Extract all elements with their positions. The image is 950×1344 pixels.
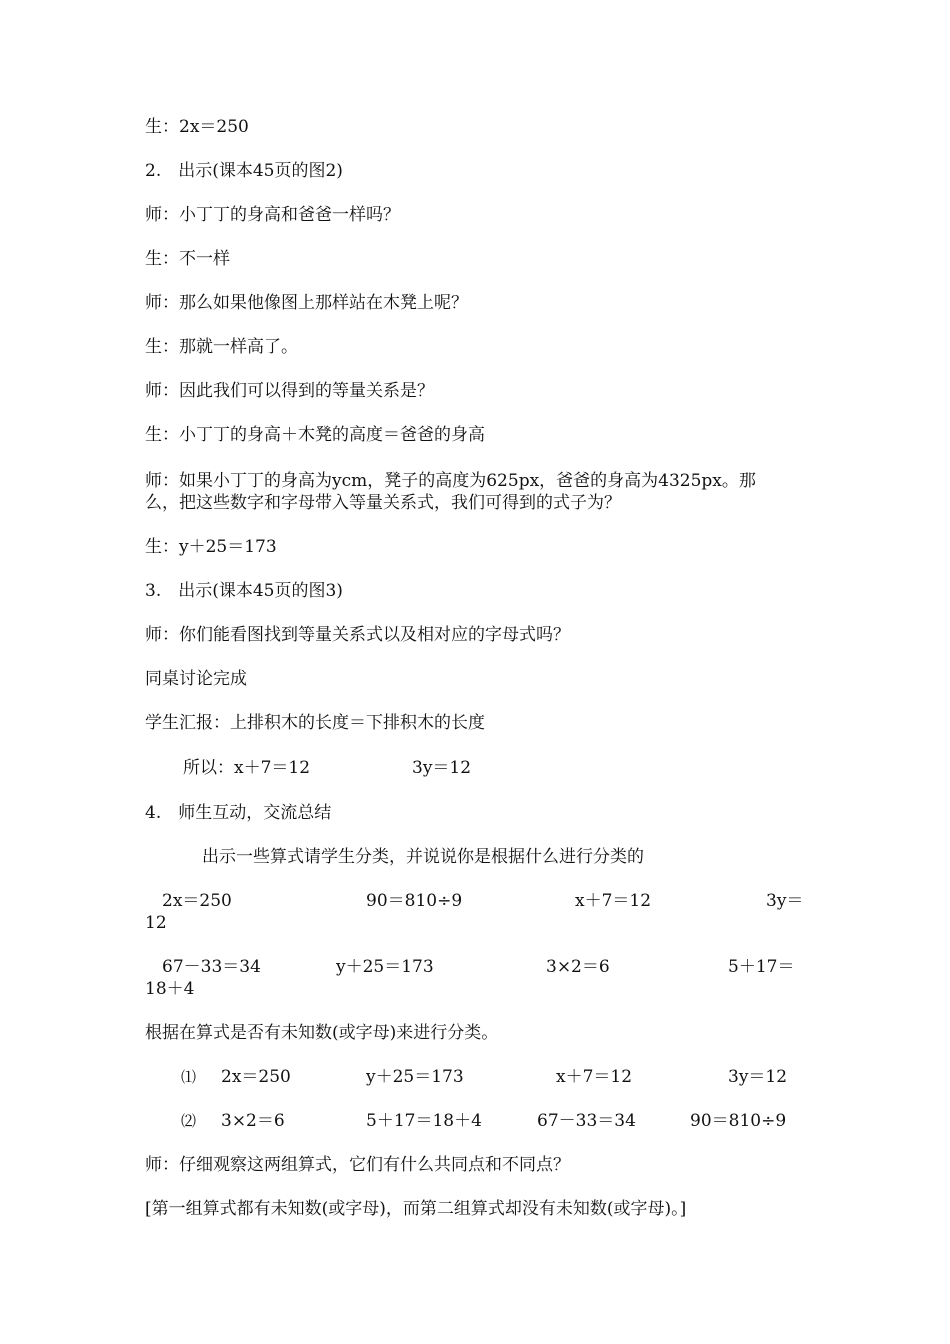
group-2-label: ⑵ — [181, 1112, 197, 1130]
group-1-expression: 2x＝250 — [221, 1067, 291, 1087]
expression: 5＋17＝ — [728, 957, 795, 977]
expression: 67－33＝34 — [162, 957, 261, 977]
group-2-expression: 67－33＝34 — [537, 1111, 636, 1131]
student-report: 学生汇报：上排积木的长度＝下排积木的长度 — [145, 713, 485, 733]
student-answer-not-same: 生：不一样 — [145, 249, 230, 269]
teacher-question-relation: 师：因此我们可以得到的等量关系是？ — [145, 381, 434, 401]
student-answer-same-height: 生：那就一样高了。 — [145, 337, 298, 357]
teacher-question-substitute: 师：如果小丁丁的身高为ycm，凳子的高度为625px，爸爸的身高为4325px。那 — [145, 471, 756, 491]
student-answer-2x: 生：2x＝250 — [145, 117, 249, 137]
expression-wrap: 12 — [145, 913, 167, 933]
result-equation-y: 3y＝12 — [412, 758, 472, 778]
group-1-expression: x＋7＝12 — [556, 1067, 633, 1087]
expression-wrap: 18＋4 — [145, 979, 195, 999]
result-equation-x: 所以：x＋7＝12 — [183, 758, 311, 778]
section-4-heading: 4. 师生互动，交流总结 — [145, 803, 332, 823]
comparison-conclusion: [第一组算式都有未知数(或字母)，而第二组算式却没有未知数(或字母)。] — [145, 1199, 687, 1219]
student-answer-equation: 生：y＋25＝173 — [145, 537, 277, 557]
expression: 3×2＝6 — [546, 957, 610, 977]
deskmate-discussion: 同桌讨论完成 — [145, 669, 247, 689]
group-2-expression: 3×2＝6 — [221, 1111, 285, 1131]
classification-criterion: 根据在算式是否有未知数(或字母)来进行分类。 — [145, 1023, 499, 1043]
teacher-question-compare: 师：仔细观察这两组算式，它们有什么共同点和不同点？ — [145, 1155, 570, 1175]
group-1-expression: y＋25＝173 — [366, 1067, 464, 1087]
expression: x＋7＝12 — [575, 891, 652, 911]
teacher-question-picture: 师：你们能看图找到等量关系式以及相对应的字母式吗？ — [145, 625, 570, 645]
student-answer-relation: 生：小丁丁的身高＋木凳的高度＝爸爸的身高 — [145, 425, 485, 445]
section-2-heading: 2. 出示(课本45页的图2) — [145, 161, 343, 181]
teacher-question-height: 师：小丁丁的身高和爸爸一样吗？ — [145, 205, 400, 225]
group-2-expression: 90＝810÷9 — [690, 1111, 787, 1131]
group-2-expression: 5＋17＝18＋4 — [366, 1111, 482, 1131]
expression: 2x＝250 — [162, 891, 232, 911]
group-1-label: ⑴ — [181, 1068, 197, 1086]
classification-instruction: 出示一些算式请学生分类，并说说你是根据什么进行分类的 — [202, 847, 644, 867]
group-1-expression: 3y＝12 — [728, 1067, 788, 1087]
section-3-heading: 3. 出示(课本45页的图3) — [145, 581, 343, 601]
expression: 3y＝ — [766, 891, 804, 911]
teacher-question-substitute-cont: 么，把这些数字和字母带入等量关系式，我们可得到的式子为？ — [145, 493, 621, 513]
expression: 90＝810÷9 — [366, 891, 463, 911]
expression: y＋25＝173 — [336, 957, 434, 977]
teacher-question-stool: 师：那么如果他像图上那样站在木凳上呢？ — [145, 293, 468, 313]
